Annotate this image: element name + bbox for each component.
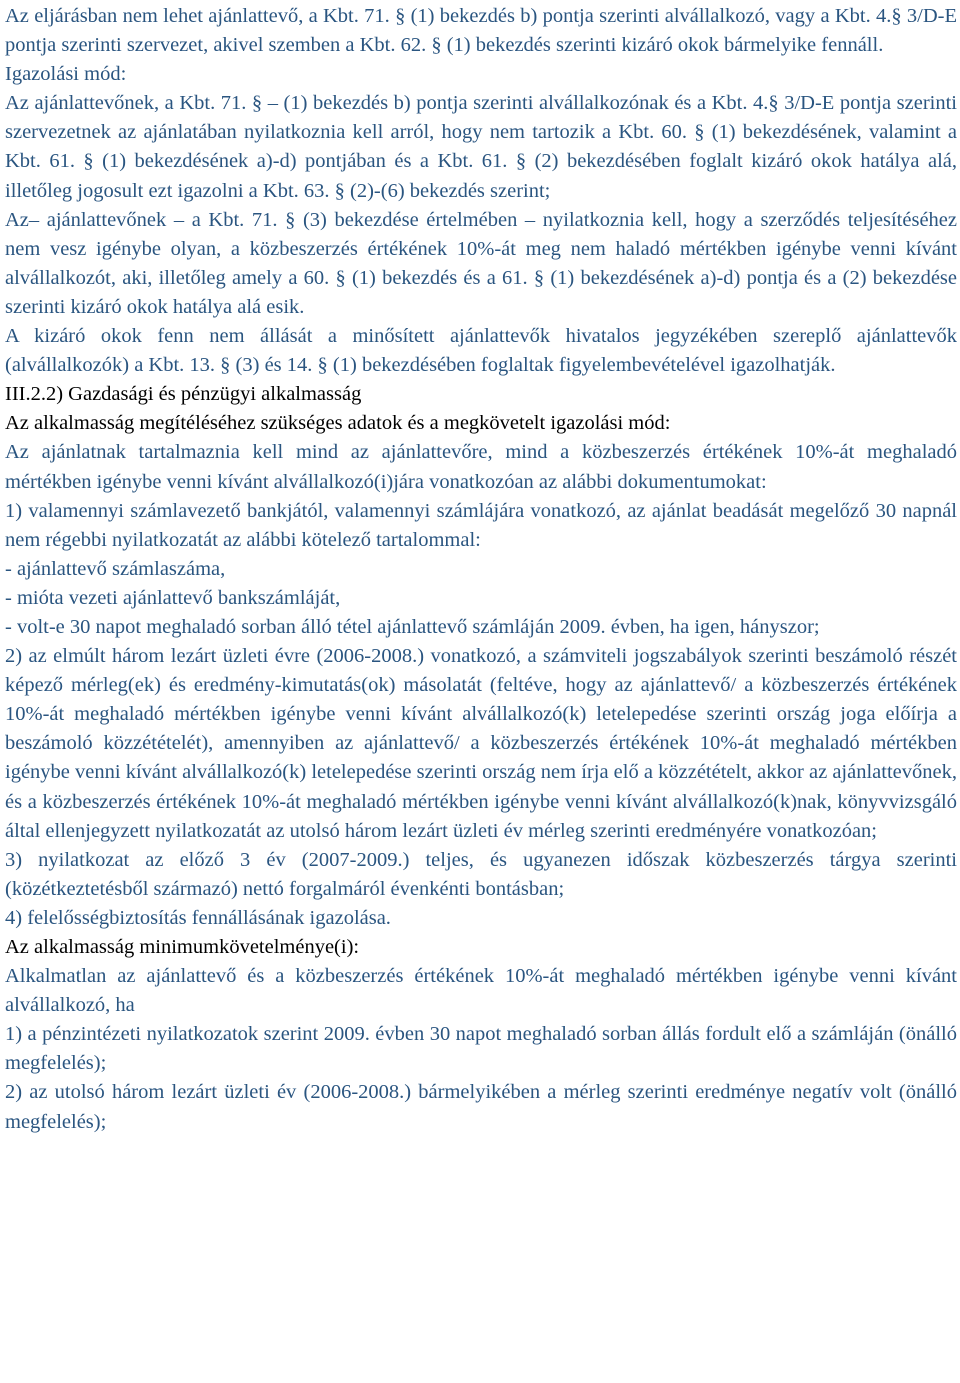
minimum-requirements-intro: Alkalmatlan az ajánlattevő és a közbeszerzés értékének 10%-át meghaladó mértékben igénybe venni kívánt alvállalkozó, ha bbox=[5, 965, 957, 1017]
section-subheading: Az alkalmasság megítéléséhez szükséges adatok és a megkövetelt igazolási mód: bbox=[5, 412, 671, 435]
bidder-declaration-paragraph: Az ajánlattevőnek, a Kbt. 71. § – (1) bekezdés b) pontja szerinti alvállalkozónak és a Kbt. 4.§ 3/D-E pontja szerinti szervezetnek az ajánlatában nyilatkoznia kell arról, hogy nem tartozik a Kbt. 60. § (1) bekezdésének, valamint a Kbt. 61. § (1) bekezdésének a)-d) pontjában és a Kbt. 61. § (2) bekezdésében foglalt kizáró okok hatálya alá, illetőleg jogosult ezt igazolni a Kbt. 63. § (2)-(6) bekezdés szerint; bbox=[5, 92, 957, 202]
list-subitem: - mióta vezeti ajánlattevő bankszámláját, bbox=[5, 586, 341, 609]
exclusion-paragraph: Az eljárásban nem lehet ajánlattevő, a Kbt. 71. § (1) bekezdés b) pontja szerinti alvállalkozó, vagy a Kbt. 4.§ 3/D-E pontja szerinti szervezet, akivel szemben a Kbt. 62. § (1) bekezdés szerinti kizáró okok bármelyike fennáll. bbox=[5, 5, 957, 57]
list-item: 3) nyilatkozat az előző 3 év (2007-2009.) teljes, és ugyanezen időszak közbeszerzés tárgya szerinti (közétkeztetésből származó) nettó forgalmáról évenkénti bontásban; bbox=[5, 848, 957, 900]
qualified-bidders-paragraph: A kizáró okok fenn nem állását a minősített ajánlattevők hivatalos jegyzékében szereplő ajánlattevők (alvállalkozók) a Kbt. 13. § (3) és 14. § (1) bekezdésében foglaltak figyelembevételével igazolhatják. bbox=[5, 325, 957, 377]
documents-intro-paragraph: Az ajánlatnak tartalmaznia kell mind az ajánlattevőre, mind a közbeszerzés értékének 10%-át meghaladó mértékben igénybe venni kívánt alvállalkozó(i)jára vonatkozóan az alábbi dokumentumokat: bbox=[5, 441, 957, 493]
list-item: 2) az utolsó három lezárt üzleti év (2006-2008.) bármelyikében a mérleg szerinti eredménye negatív volt (önálló megfelelés); bbox=[5, 1081, 957, 1133]
list-item: 2) az elmúlt három lezárt üzleti évre (2006-2008.) vonatkozó, a számviteli jogszabályok szerinti beszámoló részét képező mérleg(ek) és eredmény-kimutatás(ok) másolatát (feltéve, hogy az ajánlattevő/ a közbeszerzés értékének 10%-át meghaladó mértékben igénybe venni kívánt alvállalkozó(k) letelepedése szerinti ország joga előírja a beszámoló közzétételét), amennyiben az ajánlattevő/ a közbeszerzés értékének 10%-át meghaladó mértékben igénybe venni kívánt alvállalkozó(k) letelepedése szerinti ország nem írja elő a közzétételt, akkor az ajánlattevőnek, és a közbeszerzés értékének 10%-át meghaladó mértékben igénybe venni kívánt alvállalkozó(k)nak, könyvvizsgáló által ellenjegyzett nyilatkozatát az utolsó három lezárt üzleti év mérleg szerinti eredményére vonatkozóan; bbox=[5, 645, 957, 842]
list-item: 1) valamennyi számlavezető bankjától, valamennyi számlájára vonatkozó, az ajánlat beadását megelőző 30 napnál nem régebbi nyilatkozatát az alábbi kötelező tartalommal: bbox=[5, 499, 957, 551]
document-page bbox=[5, 2, 957, 1137]
section-heading: III.2.2) Gazdasági és pénzügyi alkalmasság bbox=[5, 383, 362, 406]
proof-method-label: Igazolási mód: bbox=[5, 63, 127, 86]
subcontractor-declaration-paragraph: Az– ajánlattevőnek – a Kbt. 71. § (3) bekezdése értelmében – nyilatkoznia kell, hogy a szerződés teljesítéséhez nem vesz igénybe olyan, a közbeszerzés értékének 10%-át meg nem haladó mértékben igénybe venni kívánt alvállalkozót, aki, illetőleg amely a 60. § (1) bekezdés és a 61. § (1) bekezdésének a)-d) pontja és a (2) bekezdése szerinti kizáró okok hatálya alá esik. bbox=[5, 208, 957, 318]
minimum-requirements-heading: Az alkalmasság minimumkövetelménye(i): bbox=[5, 936, 360, 958]
list-item: 1) a pénzintézeti nyilatkozatok szerint 2009. évben 30 napot meghaladó sorban állás fordult elő a számláján (önálló megfelelés); bbox=[5, 1023, 957, 1075]
list-subitem: - volt-e 30 napot meghaladó sorban álló tétel ajánlattevő számláján 2009. évben, ha igen, hányszor; bbox=[5, 615, 820, 638]
list-item: 4) felelősségbiztosítás fennállásának igazolása. bbox=[5, 906, 391, 929]
list-subitem: - ajánlattevő számlaszáma, bbox=[5, 557, 226, 580]
